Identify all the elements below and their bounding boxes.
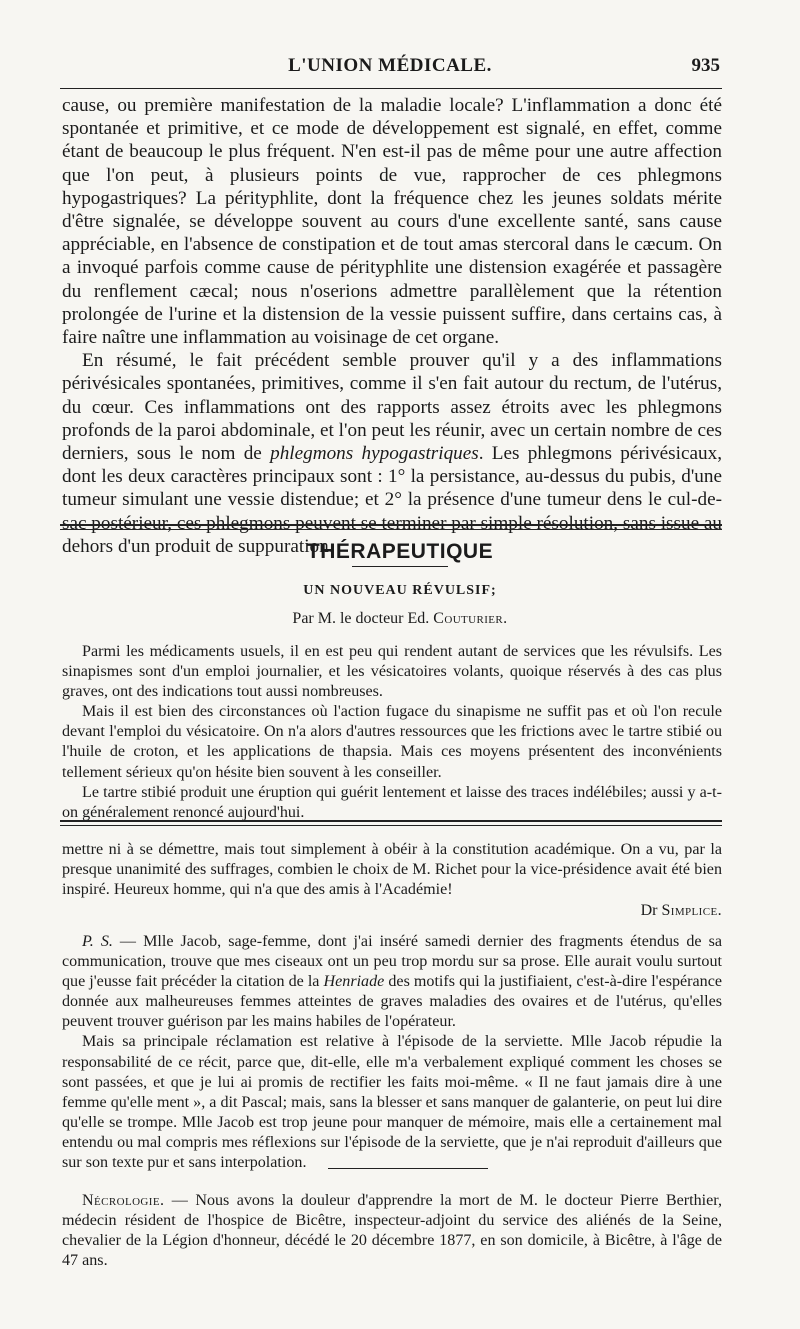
paragraph: cause, ou première manifestation de la maladie locale? L'inflammation a donc été spontanée et primitive, et ce mode de développement est signalé, en effet, comme étant de beaucoup le plus fréquent. N'en est-il pas de même pour une autre affection que l'on peut, à plusieurs points de vue, rapprocher de ces phlegmons hypogastriques? La pérityphlite, dont la fréquence chez les jeunes soldats mérite d'être signalée, se développe souvent au cours d'une excellente santé, sans cause appréciable, en l'absence de constipation et de tout amas stercoral dans le cæcum. On a invoqué parfois comme cause de pérityphlite une distension exagérée et passagère du renflement cæcal; nous n'oserions admettre parallèlement que la rétention prolongée de l'urine et la distension de la vessie puissent suffire, dans certains cas, à faire naître une inflammation au voisinage de cet organe. [62, 95, 722, 349]
italic-title: Henriade [323, 973, 385, 991]
text-run: En résumé, le fait précédent semble prouver qu'il y a des inflammations périvésicales spontanées, primitives, comme il s'en fait autour du rectum, de l'utérus, du cœur. Ces inflammations ont des rapports assez étroits avec les phlegmons profonds de la paroi abdominale, et l'on peut les réunir, avec un certain nombre de ces derniers, sous le nom de [62, 350, 722, 465]
section-separator [60, 524, 722, 530]
byline [0, 610, 800, 628]
feuilleton-text [62, 840, 722, 900]
article-title: UN NOUVEAU RÉVULSIF; [303, 583, 497, 598]
ps-label: P. S. [82, 933, 113, 950]
article-continuation [62, 94, 722, 558]
postscript [62, 932, 722, 1173]
header-rule [60, 88, 722, 89]
necrologie [62, 1191, 722, 1271]
therapeutique-article [62, 642, 722, 823]
italic-term: phlegmons hypogastriques [270, 443, 479, 465]
title-underline [352, 566, 448, 567]
text-run: — Mlle Jacob, sage-femme, dont j'ai inséré samedi dernier des fragments étendus de sa communication, trouve que mes ciseaux ont un peu trop mordu sur sa prose. Elle aurait voulu surtout que j'eusse fait précéder la citation de la [62, 933, 722, 991]
text-run: des motifs qui la justifiaient, c'est-à-dire l'espérance donnée aux malheureuses femmes atteintes de graves maladies des ovaires et de l'utérus, qu'elles peuvent trouver guérison par les mains habiles de l'opérateur. [62, 973, 722, 1031]
section-title: THÉRAPEUTIQUE [306, 540, 494, 563]
text-run: — Nous avons la douleur d'apprendre la mort de M. le docteur Pierre Berthier, médecin résident de l'hospice de Bicêtre, inspecteur-adjoint du service des aliénés de la Seine, chevalier de la Légion d'honneur, décédé le 20 décembre 1877, en son domicile, à Bicêtre, à l'âge de 47 ans. [62, 1192, 722, 1270]
signature [641, 902, 722, 920]
feuilleton-separator [60, 820, 722, 826]
signature-prefix: Dr [640, 902, 662, 919]
paragraph: Mais sa principale réclamation est relative à l'épisode de la serviette. Mlle Jacob répudie la responsabilité de ce récit, parce que, dit-elle, elle m'a verbalement expliqué comment les choses se sont passées, et que je lui ai promis de rectifier les faits moi-même. « Il ne faut jamais dire à une femme qu'elle ment », a dit Pascal; mais, sans la blesser et sans manquer de galanterie, on peut lui dire qu'elle se trompe. Mlle Jacob est trop jeune pour manquer de mémoire, mais elle a certainement mal entendu ou mal compris mes réflexions sur l'épisode de la serviette, que je n'ai reproduit d'ailleurs que sur son texte pur et sans interpolation. [62, 1033, 722, 1172]
paragraph: Parmi les médicaments usuels, il en est peu qui rendent autant de services que les révulsifs. Les sinapismes sont d'un emploi journalier, et les vésicatoires volants, quoique réservés à des cas plus graves, ont des indications tout aussi nombreuses. [62, 643, 722, 701]
paragraph [62, 932, 722, 1032]
paragraph [62, 1191, 722, 1271]
short-rule [328, 1168, 488, 1169]
paragraph: Mais il est bien des circonstances où l'action fugace du sinapisme ne suffit pas et où l'on recule devant l'emploi du vésicatoire. On n'a alors d'autres ressources que les frictions avec le tartre stibié ou l'huile de croton, et les applications de thapsia. Mais ces moyens présentent des inconvénients tellement sérieux qu'on hésite bien souvent à les conseiller. [62, 703, 722, 781]
page-number: 935 [691, 55, 720, 76]
running-title: L'UNION MÉDICALE. [288, 55, 492, 76]
paragraph: mettre ni à se démettre, mais tout simplement à obéir à la constitution académique. On a vu, par la presque unanimité des suffrages, combien le choix de M. Richet pour la vice-présidence avait été bien inspiré. Heureux homme, qui n'a que des amis à l'Académie! [62, 841, 722, 899]
paragraph: Le tartre stibié produit une éruption qui guérit lentement et laisse des traces indélébiles; aussi y a-t-on généralement renoncé aujourd'hui. [62, 783, 722, 821]
author-name: Couturier. [433, 610, 508, 627]
byline-prefix: Par M. le docteur Ed. [292, 610, 434, 627]
necrologie-label: Nécrologie. [82, 1192, 165, 1209]
text-run: . Les phlegmons périvésicaux, dont les deux caractères principaux sont : 1° la persistance, au-dessus du pubis, d'une tumeur simulant une vessie distendue; et 2° la présence d'une tumeur dens le cul-de-sac postérieur, ces phlegmons peuvent se terminer par simple résolution, sans issue au dehors d'un produit de suppuration. [62, 443, 722, 557]
page-header [60, 55, 720, 85]
signature-name: Simplice. [661, 902, 722, 919]
